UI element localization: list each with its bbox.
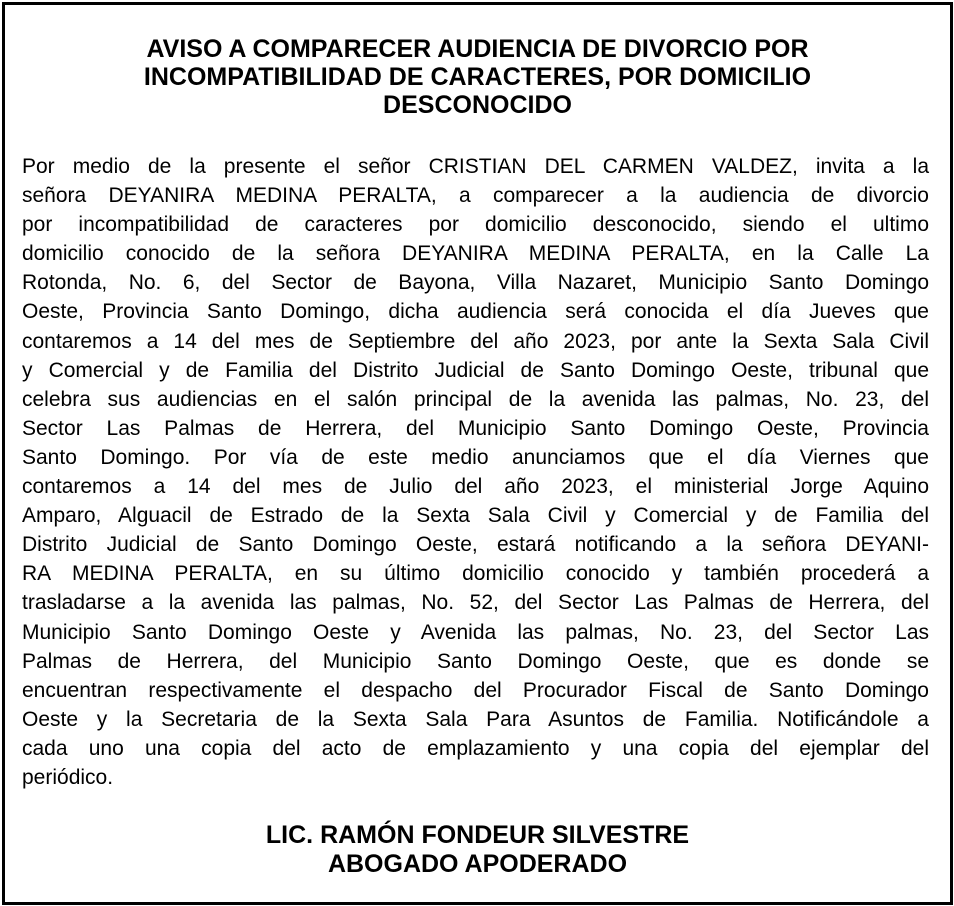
body-line: por incompatibilidad de caracteres por domicilio desconocido, siendo el ultimo [22, 213, 929, 237]
body-line: Rotonda, No. 6, del Sector de Bayona, Villa Nazaret, Municipio Santo Domingo [22, 271, 929, 295]
signature-role: ABOGADO APODERADO [327, 850, 628, 878]
body-line: domicilio conocido de la señora DEYANIRA MEDINA PERALTA, en la Calle La [22, 242, 929, 266]
body-line: cada uno una copia del acto de emplazamiento y una copia del ejemplar del [22, 736, 929, 760]
notice-title-line: DESCONOCIDO [383, 91, 572, 119]
signature-name: LIC. RAMÓN FONDEUR SILVESTRE [265, 821, 690, 849]
body-line: Amparo, Alguacil de Estrado de la Sexta Sala Civil y Comercial y de Familia del [22, 504, 929, 528]
notice-body [22, 152, 929, 792]
body-line: contaremos a 14 del mes de Julio del año 2023, el ministerial Jorge Aquino [22, 475, 929, 499]
body-line: y Comercial y de Familia del Distrito Judicial de Santo Domingo Oeste, tribunal que [22, 358, 929, 382]
body-line: Distrito Judicial de Santo Domingo Oeste, estará notificando a la señora DEYANI- [22, 533, 929, 557]
notice-title-line: INCOMPATIBILIDAD DE CARACTERES, POR DOMICILIO [143, 63, 812, 91]
signature-block [5, 821, 950, 879]
body-line: señora DEYANIRA MEDINA PERALTA, a comparecer a la audiencia de divorcio [22, 184, 929, 208]
body-line: Oeste, Provincia Santo Domingo, dicha audiencia será conocida el día Jueves que [22, 300, 929, 324]
body-line: Municipio Santo Domingo Oeste y Avenida las palmas, No. 23, del Sector Las [22, 620, 929, 644]
body-line: contaremos a 14 del mes de Septiembre del año 2023, por ante la Sexta Sala Civil [22, 329, 929, 353]
notice-frame [2, 2, 953, 905]
body-line: Sector Las Palmas de Herrera, del Municipio Santo Domingo Oeste, Provincia [22, 416, 929, 440]
body-line: celebra sus audiencias en el salón principal de la avenida las palmas, No. 23, del [22, 387, 929, 411]
body-line: trasladarse a la avenida las palmas, No. 52, del Sector Las Palmas de Herrera, del [22, 591, 929, 615]
notice-title-line: AVISO A COMPARECER AUDIENCIA DE DIVORCIO POR [146, 35, 809, 63]
body-line: periódico. [22, 765, 114, 789]
body-line: encuentran respectivamente el despacho del Procurador Fiscal de Santo Domingo [22, 678, 929, 702]
body-line: RA MEDINA PERALTA, en su último domicilio conocido y también procederá a [22, 562, 929, 586]
notice-title [5, 35, 950, 119]
body-line: Santo Domingo. Por vía de este medio anunciamos que el día Viernes que [22, 445, 929, 469]
body-line: Por medio de la presente el señor CRISTIAN DEL CARMEN VALDEZ, invita a la [22, 155, 929, 178]
body-line: Palmas de Herrera, del Municipio Santo Domingo Oeste, que es donde se [22, 649, 929, 673]
body-line: Oeste y la Secretaria de la Sexta Sala Para Asuntos de Familia. Notificándole a [22, 707, 929, 731]
